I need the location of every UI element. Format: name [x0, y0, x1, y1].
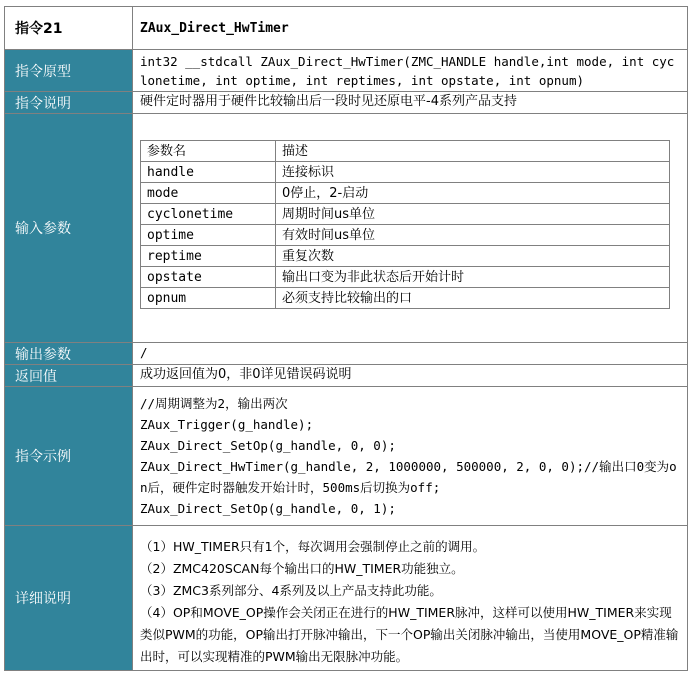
param-name: mode [141, 183, 276, 204]
input-params-label: 输入参数 [5, 114, 133, 342]
prototype-row [5, 50, 687, 92]
example-line: //周期调整为2，输出两次 [140, 396, 288, 411]
example-line: ZAux_Direct_SetOp(g_handle, 0, 0); [140, 438, 396, 453]
params-header-name: 参数名 [141, 141, 276, 162]
param-name: opnum [141, 288, 276, 309]
details-row [5, 526, 687, 670]
param-desc: 有效时间us单位 [276, 225, 670, 246]
example-row [5, 387, 687, 526]
details-label: 详细说明 [5, 526, 133, 670]
prototype-text: int32 __stdcall ZAux_Direct_HwTimer(ZMC_HANDLE handle,int mode, int cyclonetime, int optime, int reptimes, int opstate, int opnum) [140, 54, 675, 88]
detail-line: （1）HW_TIMER只有1个，每次调用会强制停止之前的调用。 [140, 539, 486, 554]
params-header-row [141, 141, 670, 162]
table-row [141, 267, 670, 288]
example-label: 指令示例 [5, 387, 133, 525]
table-row [141, 204, 670, 225]
example-line: ZAux_Direct_SetOp(g_handle, 0, 1); [140, 501, 396, 516]
description-row [5, 92, 687, 114]
instruction-name: ZAux_Direct_HwTimer [140, 20, 289, 36]
description-label: 指令说明 [5, 92, 133, 113]
example-content [133, 387, 687, 525]
example-line: ZAux_Trigger(g_handle); [140, 417, 314, 432]
input-params-row [5, 114, 687, 343]
detail-line: （3）ZMC3系列部分、4系列及以上产品支持此功能。 [140, 583, 442, 598]
output-params-text: / [140, 345, 148, 360]
example-line: ZAux_Direct_HwTimer(g_handle, 2, 1000000, 500000, 2, 0, 0);//输出口0变为on后，硬件定时器触发开始计时，500ms后切换为off; [140, 459, 677, 495]
instruction-number: 指令21 [5, 7, 133, 49]
detail-line: （4）OP和MOVE_OP操作会关闭正在进行的HW_TIMER脉冲，这样可以使用HW_TIMER来实现类似PWM的功能，OP输出打开脉冲输出，下一个OP输出关闭脉冲输出，当使用MOVE_OP精准输出时，可以实现精准的PWM输出无限脉冲功能。 [140, 605, 679, 664]
table-row [141, 183, 670, 204]
param-desc: 0停止，2-启动 [276, 183, 670, 204]
table-row [141, 246, 670, 267]
table-row [141, 225, 670, 246]
param-desc: 连接标识 [276, 162, 670, 183]
return-value-row [5, 365, 687, 387]
description-text: 硬件定时器用于硬件比较输出后一段时见还原电平-4系列产品支持 [140, 94, 517, 109]
param-desc: 重复次数 [276, 246, 670, 267]
params-header-desc: 描述 [276, 141, 670, 162]
param-name: opstate [141, 267, 276, 288]
header-row [5, 7, 687, 50]
return-value-label: 返回值 [5, 365, 133, 386]
return-value-text: 成功返回值为0，非0详见错误码说明 [140, 367, 352, 382]
details-content [133, 526, 687, 670]
param-desc: 输出口变为非此状态后开始计时 [276, 267, 670, 288]
output-params-row [5, 343, 687, 365]
detail-line: （2）ZMC420SCAN每个输出口的HW_TIMER功能独立。 [140, 561, 464, 576]
param-desc: 必须支持比较输出的口 [276, 288, 670, 309]
param-name: optime [141, 225, 276, 246]
param-name: handle [141, 162, 276, 183]
table-row [141, 162, 670, 183]
params-table [140, 140, 670, 309]
param-name: reptime [141, 246, 276, 267]
input-params-content [133, 114, 687, 342]
output-params-label: 输出参数 [5, 343, 133, 364]
param-desc: 周期时间us单位 [276, 204, 670, 225]
prototype-label: 指令原型 [5, 50, 133, 91]
table-row [141, 288, 670, 309]
instruction-table [4, 6, 688, 671]
param-name: cyclonetime [141, 204, 276, 225]
